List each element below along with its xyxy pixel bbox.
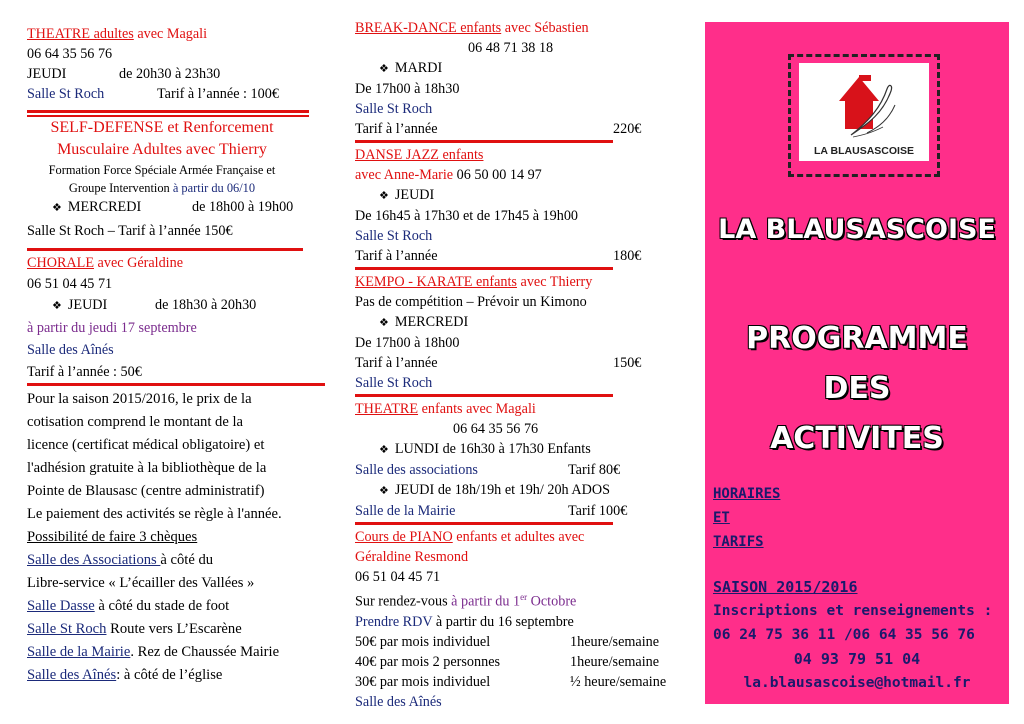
jazz-phone: 06 50 00 14 97 bbox=[453, 167, 542, 183]
kempo-place: Salle St Roch bbox=[355, 375, 433, 391]
saison-label: SAISON 2015/2016 bbox=[713, 578, 858, 596]
theatre-day-1: ❖ LUNDI bbox=[379, 441, 439, 457]
inscriptions-label: Inscriptions et renseignements : bbox=[713, 603, 993, 619]
break-with: avec Sébastien bbox=[501, 20, 589, 36]
kempo-tarif-label: Tarif à l’année bbox=[355, 355, 438, 371]
theatre-adultes-time: de 20h30 à 23h30 bbox=[119, 66, 221, 82]
chorale-title: CHORALE bbox=[27, 255, 94, 271]
divider bbox=[27, 383, 325, 386]
piano-phone: 06 51 04 45 71 bbox=[355, 569, 441, 585]
programme-title bbox=[705, 314, 1009, 464]
selfdef-desc-1: Formation Force Spéciale Armée Française et bbox=[48, 163, 276, 177]
email: la.blausascoise@hotmail.fr bbox=[743, 675, 971, 691]
chorale-time: de 18h30 à 20h30 bbox=[155, 297, 257, 313]
place-desc: : à côté de l’église bbox=[116, 667, 223, 683]
selfdef-time: de 18h00 à 19h00 bbox=[192, 199, 294, 215]
chorale-with: avec Géraldine bbox=[94, 255, 184, 271]
theatre-place-1: Salle des associations bbox=[355, 462, 478, 478]
chorale-phone: 06 51 04 45 71 bbox=[27, 276, 113, 292]
column-left bbox=[27, 24, 327, 687]
info-line: cotisation comprend le montant de la bbox=[27, 414, 244, 430]
logo bbox=[799, 63, 929, 161]
piano-price: 30€ par mois individuel bbox=[355, 673, 491, 690]
theatre-tarif-2: Tarif 100€ bbox=[568, 503, 628, 519]
divider bbox=[355, 394, 613, 397]
selfdef-title-2: Musculaire Adultes avec Thierry bbox=[57, 141, 267, 158]
info-line: l'adhésion gratuite à la bibliothèque de la bbox=[27, 460, 267, 476]
theatre-phone: 06 64 35 56 76 bbox=[453, 421, 539, 437]
chorale-start: à partir du jeudi 17 septembre bbox=[27, 320, 197, 336]
piano-duration: ½ heure/semaine bbox=[570, 673, 667, 690]
jazz-tarif-label: Tarif à l’année bbox=[355, 248, 438, 264]
chorale-place: Salle des Aînés bbox=[27, 342, 114, 358]
place-desc: . Rez de Chaussée Mairie bbox=[130, 644, 280, 660]
break-day: ❖ MARDI bbox=[355, 58, 690, 79]
chorale-tarif: Tarif à l’année : 50€ bbox=[27, 364, 142, 380]
programme-line: DES bbox=[823, 371, 891, 406]
brand-title: LA BLAUSASCOISE bbox=[718, 214, 996, 245]
break-tarif: 220€ bbox=[613, 121, 642, 137]
jazz-day: ❖ JEUDI bbox=[355, 185, 690, 206]
cheques-note: Possibilité de faire 3 chèques bbox=[27, 529, 198, 545]
piano-rdv-2b: à partir du 16 septembre bbox=[432, 613, 574, 630]
theatre-adultes-phone: 06 64 35 56 76 bbox=[27, 46, 113, 62]
theatre-adultes-place: Salle St Roch bbox=[27, 86, 105, 102]
place-name: Salle de la Mairie bbox=[27, 644, 131, 660]
theatre-title: THEATRE bbox=[355, 401, 419, 417]
piano-title: Cours de PIANO bbox=[355, 529, 453, 545]
programme-line: ACTIVITES bbox=[770, 421, 944, 456]
theatre-time-1: de 16h30 à 17h30 Enfants bbox=[439, 441, 591, 457]
place-name: Salle Dasse bbox=[27, 598, 95, 614]
place-name: Salle St Roch bbox=[27, 621, 107, 637]
place-desc: Libre-service « L’écailler des Vallées » bbox=[27, 575, 255, 591]
divider bbox=[27, 248, 303, 251]
place-desc: à côté du bbox=[160, 552, 214, 568]
piano-start: à partir du 1 bbox=[447, 593, 521, 610]
break-place: Salle St Roch bbox=[355, 101, 433, 117]
jazz-place: Salle St Roch bbox=[355, 228, 433, 244]
kempo-time: De 17h00 à 18h00 bbox=[355, 335, 460, 351]
divider bbox=[355, 522, 613, 525]
theatre-with: enfants avec Magali bbox=[418, 401, 536, 417]
break-tarif-label: Tarif à l’année bbox=[355, 121, 438, 137]
programme-line: PROGRAMME bbox=[746, 321, 968, 356]
theatre-place-2: Salle de la Mairie bbox=[355, 503, 456, 519]
kempo-note: Pas de compétition – Prévoir un Kimono bbox=[355, 294, 587, 310]
divider bbox=[27, 110, 309, 113]
info-paragraph bbox=[27, 388, 327, 687]
piano-with: enfants et adultes avec bbox=[452, 529, 585, 545]
et-label: ET bbox=[713, 510, 730, 526]
jazz-title: DANSE JAZZ enfants bbox=[355, 147, 484, 163]
break-phone: 06 48 71 38 18 bbox=[468, 40, 554, 56]
selfdef-title-1: SELF-DEFENSE et Renforcement bbox=[50, 119, 274, 136]
theatre-day-2: ❖ JEUDI bbox=[379, 482, 434, 498]
kempo-tarif: 150€ bbox=[613, 355, 642, 371]
kempo-title: KEMPO - KARATE enfants bbox=[355, 274, 517, 290]
house-logo-icon bbox=[799, 63, 929, 143]
logo-text: LA BLAUSASCOISE bbox=[814, 145, 914, 157]
selfdef-day: ❖ MERCREDI bbox=[52, 197, 192, 218]
place-desc: Route vers L’Escarène bbox=[106, 621, 242, 637]
selfdef-desc-2: Groupe Intervention bbox=[68, 181, 170, 195]
selfdef-place-tarif: Salle St Roch – Tarif à l’année 150€ bbox=[27, 223, 233, 239]
cover-panel bbox=[705, 22, 1009, 704]
jazz-tarif: 180€ bbox=[613, 248, 642, 264]
piano-with-2: Géraldine Resmond bbox=[355, 549, 469, 565]
piano-rdv: Sur rendez-vous bbox=[355, 593, 448, 610]
piano-place: Salle des Aînés bbox=[355, 693, 442, 710]
chorale-day: ❖ JEUDI bbox=[52, 295, 155, 316]
tarifs-label: TARIFS bbox=[713, 534, 764, 550]
piano-price: 40€ par mois 2 personnes bbox=[355, 653, 501, 670]
kempo-with: avec Thierry bbox=[516, 274, 593, 290]
selfdef-desc-2b: à partir du 06/10 bbox=[169, 181, 256, 195]
divider bbox=[355, 267, 613, 270]
piano-duration: 1heure/semaine bbox=[570, 633, 660, 650]
break-time: De 17h00 à 18h30 bbox=[355, 81, 460, 97]
info-line: Pointe de Blausasc (centre administratif) bbox=[27, 483, 265, 499]
place-name: Salle des Associations bbox=[27, 552, 161, 568]
jazz-time: De 16h45 à 17h30 et de 17h45 à 19h00 bbox=[355, 208, 579, 224]
break-title: BREAK-DANCE enfants bbox=[355, 20, 502, 36]
piano-rdv-2: Prendre RDV bbox=[355, 613, 433, 630]
theatre-time-2: de 18h/19h et 19h/ 20h ADOS bbox=[434, 482, 611, 498]
piano-start-sup: er bbox=[520, 592, 528, 602]
horaires-label: HORAIRES bbox=[713, 486, 781, 502]
theatre-adultes-day: JEUDI bbox=[27, 66, 67, 82]
logo-frame bbox=[788, 54, 940, 177]
jazz-with: avec Anne-Marie bbox=[355, 167, 454, 183]
theatre-adultes-title: THEATRE adultes bbox=[27, 26, 134, 42]
phones: 06 24 75 36 11 /06 64 35 56 76 bbox=[713, 627, 975, 643]
theatre-tarif-1: Tarif 80€ bbox=[568, 462, 621, 478]
piano-duration: 1heure/semaine bbox=[570, 653, 660, 670]
theatre-adultes-with: avec Magali bbox=[133, 26, 208, 42]
info-line: Pour la saison 2015/2016, le prix de la bbox=[27, 391, 252, 407]
theatre-adultes-tarif: Tarif à l’année : 100€ bbox=[157, 86, 279, 102]
kempo-day: ❖ MERCREDI bbox=[355, 312, 690, 333]
piano-start-2: Octobre bbox=[527, 593, 577, 610]
column-middle bbox=[355, 18, 690, 712]
divider bbox=[355, 140, 613, 143]
piano-price: 50€ par mois individuel bbox=[355, 633, 491, 650]
place-name: Salle des Aînés bbox=[27, 667, 117, 683]
info-line: licence (certificat médical obligatoire) et bbox=[27, 437, 265, 453]
info-line: Le paiement des activités se règle à l'année. bbox=[27, 506, 282, 522]
phone-2: 04 93 79 51 04 bbox=[793, 650, 921, 668]
place-desc: à côté du stade de foot bbox=[94, 598, 230, 614]
